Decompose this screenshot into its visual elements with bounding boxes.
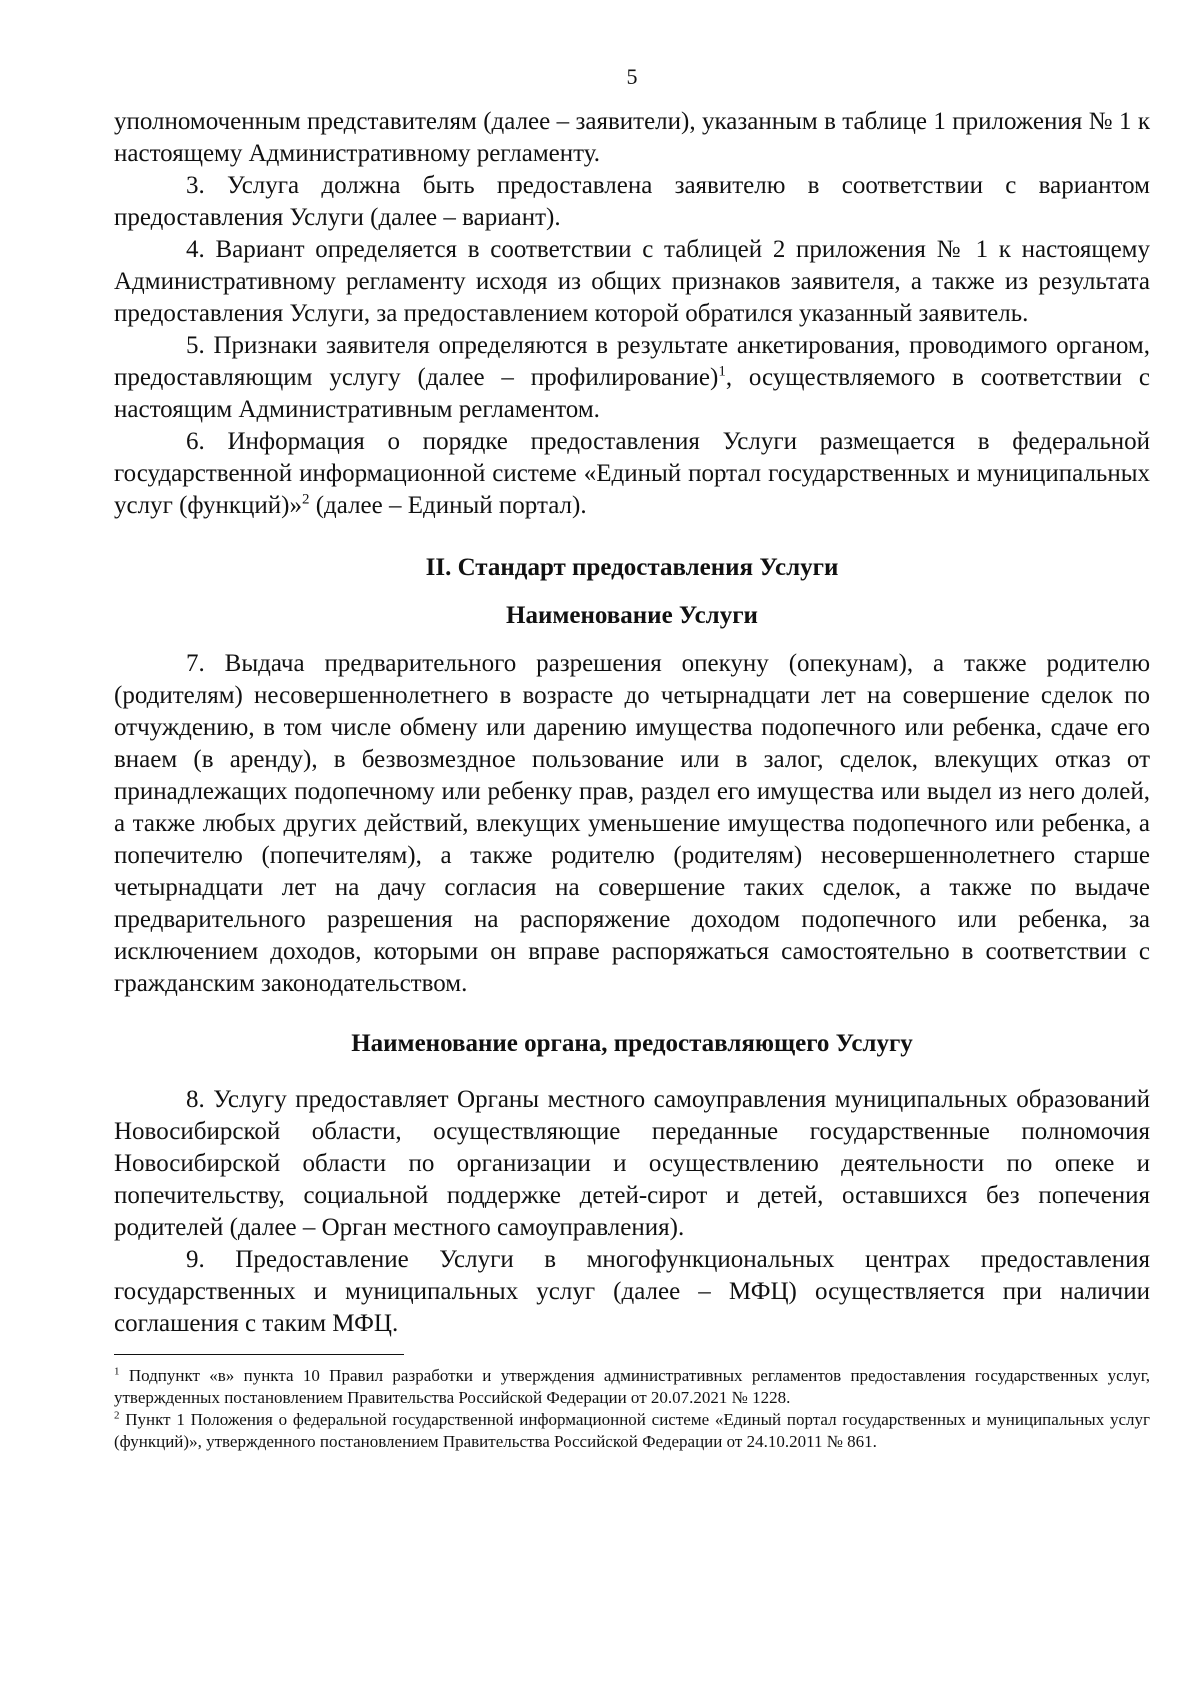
section-heading: II. Стандарт предоставления Услуги [425, 554, 839, 581]
paragraph-7: 7. Выдача предварительного разрешения опекуну (опекунам), а также родителю (родителям) несовершеннолетнего в возрасте до четырнадцати лет на совершение сделок по отчуждению, в том числе обмену или дарению имущества подопечного или ребенка, сдаче его внаем (в аренду), в безвозмездное пользование или в залог, сделок, влекущих отказ от принадлежащих подопечному или ребенку прав, раздел его имущества или выдел из него долей, а также любых других действий, влекущих уменьшение имущества подопечного или ребенка, а попечителю (попечителям), а также родителю (родителям) несовершеннолетнего старше четырнадцати лет на дачу согласия на совершение таких сделок, а также по выдаче предварительного разрешения на распоряжение доходом подопечного или ребенка, за исключением доходов, которыми он вправе распоряжаться самостоятельно в соответствии с гражданским законодательством. [114, 650, 1150, 997]
paragraph-text: 6. Информация о порядке предоставления Услуги размещается в федеральной государственной информационной системе «Единый портал государственных и муниципальных услуг (функций)» [114, 428, 1150, 519]
footnote-text: Подпункт «в» пункта 10 Правил разработки и утверждения административных регламентов предоставления государственных услуг, утвержденных постановлением Правительства Российской Федерации от 20.07.2021 № 1228. [114, 1366, 1150, 1407]
paragraph-8: 8. Услугу предоставляет Органы местного самоуправления муниципальных образований Новосибирской области, осуществляющие переданные государственные полномочия Новосибирской области по организации и осуществлению деятельности по опеке и попечительству, социальной поддержке детей-сирот и детей, оставшихся без попечения родителей (далее – Орган местного самоуправления). [114, 1086, 1150, 1241]
page-number: 5 [626, 64, 638, 89]
subheading-service-name: Наименование Услуги [506, 602, 758, 629]
footnote-2 [114, 1409, 1150, 1453]
paragraph-3 [114, 170, 1150, 234]
paragraph-text: 3. Услуга должна быть предоставлена заявителю в соответствии с вариантом предоставления Услуги (далее – вариант). [114, 172, 1150, 231]
paragraph-text: 5. Признаки заявителя определяются в результате анкетирования, проводимого органом, предоставляющим услугу (далее – профилирование) [114, 332, 1150, 391]
subheading-authority: Наименование органа, предоставляющего Услугу [351, 1030, 913, 1057]
footnote-separator [114, 1354, 404, 1355]
footnote-mark: 2 [114, 1409, 120, 1422]
footnote-1 [114, 1365, 1150, 1409]
footnote-reference-1: 1 [718, 363, 726, 380]
paragraph-9: 9. Предоставление Услуги в многофункциональных центрах предоставления государственных и муниципальных услуг (далее – МФЦ) осуществляется при наличии соглашения с таким МФЦ. [114, 1246, 1150, 1337]
paragraph-5 [114, 330, 1150, 426]
paragraph-text: , осуществляемого в соответствии с настоящим Административным регламентом. [114, 364, 1150, 423]
footnote-mark: 1 [114, 1365, 120, 1378]
paragraph-6 [114, 426, 1150, 522]
footnote-text: Пункт 1 Положения о федеральной государственной информационной системе «Единый портал государственных и муниципальных услуг (функций)», утвержденного постановлением Правительства Российской Федерации от 24.10.2011 № 861. [114, 1410, 1150, 1451]
footnote-reference-2: 2 [301, 491, 310, 508]
paragraph-4 [114, 234, 1150, 330]
paragraph-text: уполномоченным представителям (далее – заявители), указанным в таблице 1 приложения № 1 к настоящему Административному регламенту. [114, 108, 1150, 167]
paragraph-continuation [114, 106, 1150, 170]
paragraph-text: 4. Вариант определяется в соответствии с таблицей 2 приложения № 1 к настоящему Административному регламенту исходя из общих признаков заявителя, а также из результата предоставления Услуги, за предоставлением которой обратился указанный заявитель. [114, 236, 1150, 327]
paragraph-text: (далее – Единый портал). [309, 492, 587, 519]
